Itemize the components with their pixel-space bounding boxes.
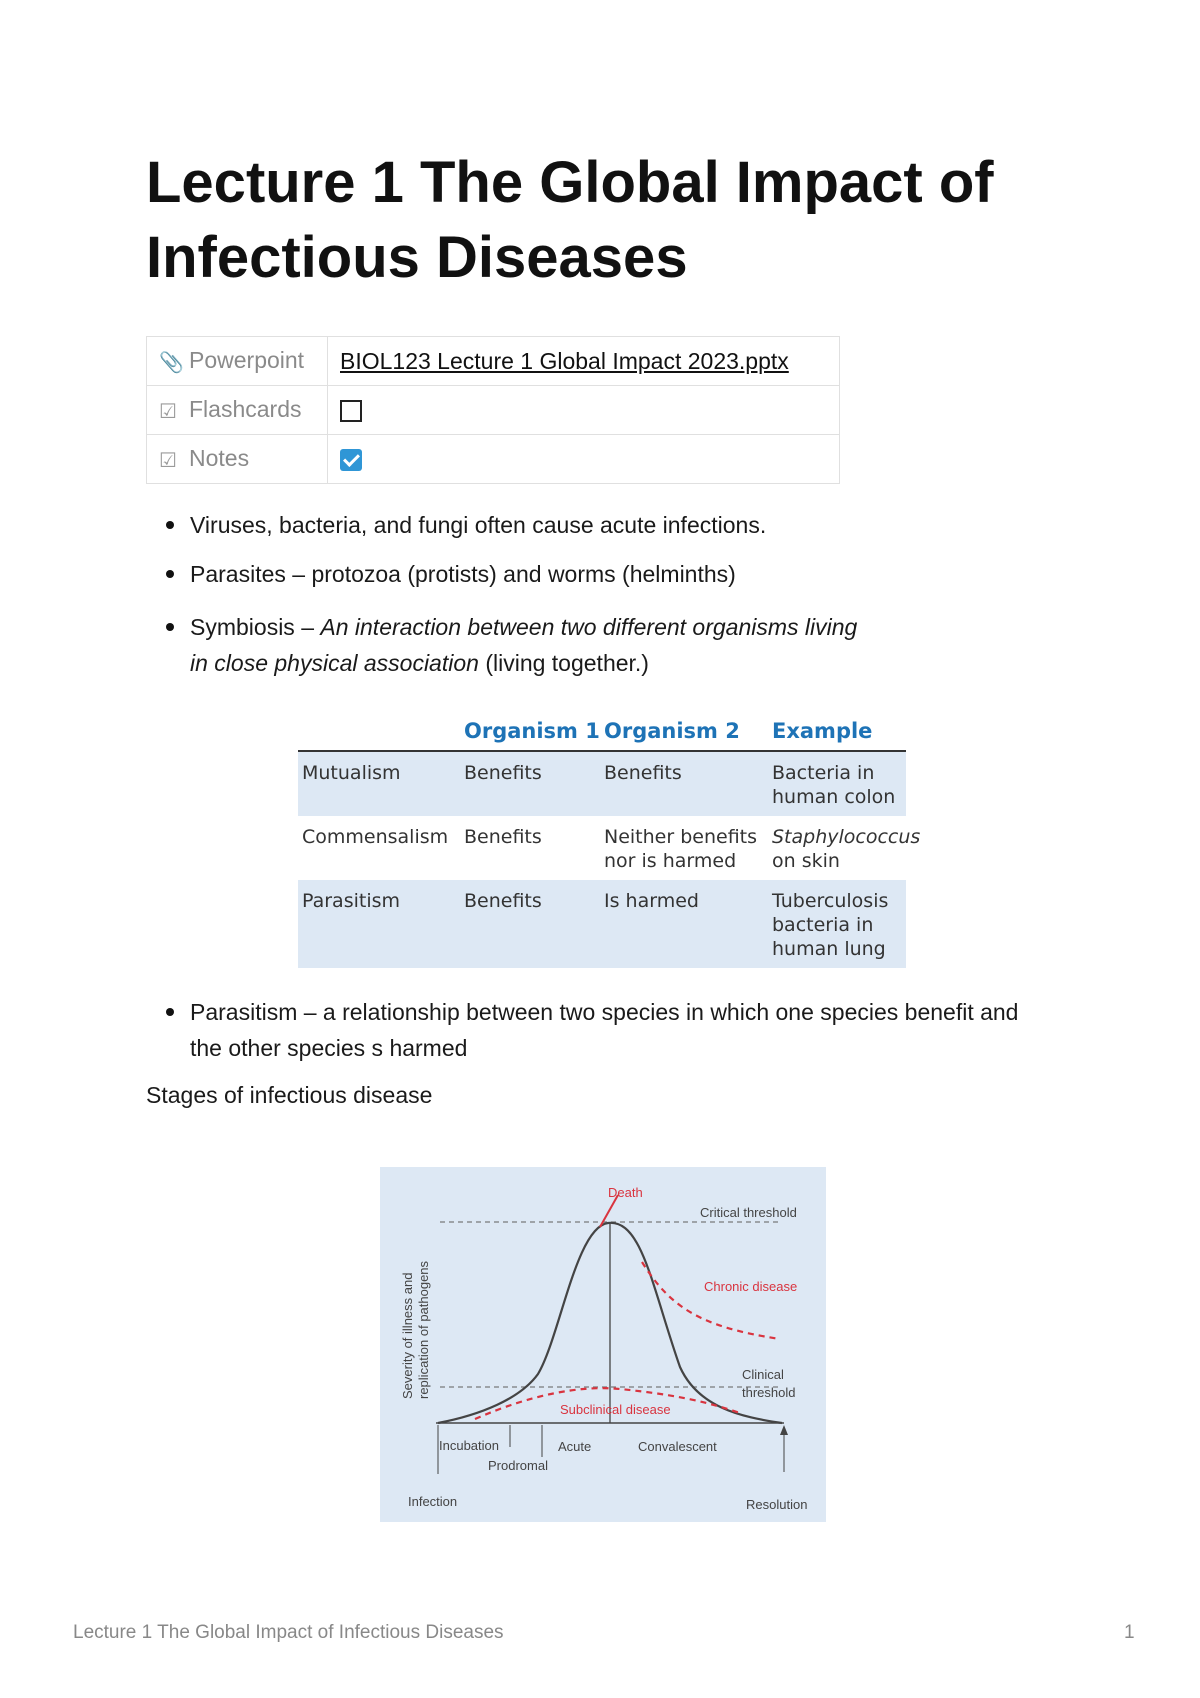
label-convalescent: Convalescent bbox=[638, 1439, 717, 1454]
powerpoint-file-link[interactable]: BIOL123 Lecture 1 Global Impact 2023.pptx bbox=[340, 347, 789, 374]
y-axis-label bbox=[400, 1260, 431, 1399]
bullet-item: Viruses, bacteria, and fungi often cause acute infections. bbox=[166, 507, 1046, 543]
bullet-item: Parasites – protozoa (protists) and worms (helminths) bbox=[166, 556, 1046, 592]
disease-stages-figure bbox=[380, 1167, 826, 1522]
label-infection: Infection bbox=[408, 1494, 458, 1509]
checkbox-icon: ☑ bbox=[159, 400, 177, 423]
label-subclinical-disease: Subclinical disease bbox=[560, 1402, 671, 1417]
label-chronic-disease: Chronic disease bbox=[704, 1279, 798, 1294]
svg-text:replication of pathogens: replication of pathogens bbox=[416, 1260, 431, 1399]
bullet-item: Symbiosis – An interaction between two different organisms living in close physical association (living together.) bbox=[166, 609, 866, 681]
footer-title: Lecture 1 The Global Impact of Infectious Diseases bbox=[73, 1622, 504, 1643]
header-organism-2: Organism 2 bbox=[604, 719, 740, 743]
header-example: Example bbox=[772, 719, 873, 743]
label-clinical: Clinical bbox=[742, 1367, 784, 1382]
notes-checkbox[interactable] bbox=[340, 449, 362, 471]
page-title: Lecture 1 The Global Impact of Infectious Diseases bbox=[146, 150, 994, 290]
property-row-powerpoint bbox=[147, 337, 840, 386]
property-label: Notes bbox=[189, 445, 250, 472]
header-organism-1: Organism 1 bbox=[464, 719, 600, 743]
property-row-notes bbox=[147, 435, 840, 484]
symbiosis-definition: An interaction between two different organisms living in close physical association bbox=[190, 614, 858, 676]
bullet-dot bbox=[166, 521, 174, 529]
paperclip-icon: 📎 bbox=[159, 351, 184, 374]
bullet-dot bbox=[166, 570, 174, 578]
label-prodromal: Prodromal bbox=[488, 1458, 548, 1473]
disease-stages-diagram bbox=[380, 1167, 826, 1522]
label-death: Death bbox=[608, 1185, 643, 1200]
label-incubation: Incubation bbox=[439, 1438, 499, 1453]
symbiosis-table bbox=[298, 712, 921, 968]
svg-text:Severity of illness and: Severity of illness and bbox=[400, 1272, 415, 1399]
table-row: Parasitism Benefits Is harmed Tuberculosis bacteria in human lung bbox=[298, 880, 906, 968]
label-acute: Acute bbox=[558, 1439, 592, 1454]
checkbox-icon: ☑ bbox=[159, 449, 177, 472]
page-number: 1 bbox=[1124, 1622, 1135, 1643]
property-label: Powerpoint bbox=[189, 347, 305, 374]
label-resolution: Resolution bbox=[746, 1497, 808, 1512]
symbiosis-table-header bbox=[298, 712, 906, 752]
property-label: Flashcards bbox=[189, 396, 302, 423]
table-row: Commensalism Benefits Neither benefits nor is harmed Staphylococcus on skin bbox=[302, 826, 921, 872]
table-row: Mutualism Benefits Benefits Bacteria in human colon bbox=[298, 752, 906, 816]
property-row-flashcards bbox=[147, 386, 840, 435]
resolution-arrow-icon bbox=[780, 1425, 788, 1435]
bullet-dot bbox=[166, 623, 174, 631]
label-critical-threshold: Critical threshold bbox=[700, 1205, 797, 1220]
bullet-item: Parasitism – a relationship between two species in which one species benefit and the other species s harmed bbox=[166, 994, 1046, 1066]
bullet-dot bbox=[166, 1008, 174, 1016]
properties-table bbox=[146, 336, 840, 484]
flashcards-checkbox[interactable] bbox=[340, 400, 362, 422]
label-threshold: threshold bbox=[742, 1385, 796, 1400]
chronic-disease-curve bbox=[642, 1262, 780, 1339]
section-heading: Stages of infectious disease bbox=[146, 1082, 433, 1108]
